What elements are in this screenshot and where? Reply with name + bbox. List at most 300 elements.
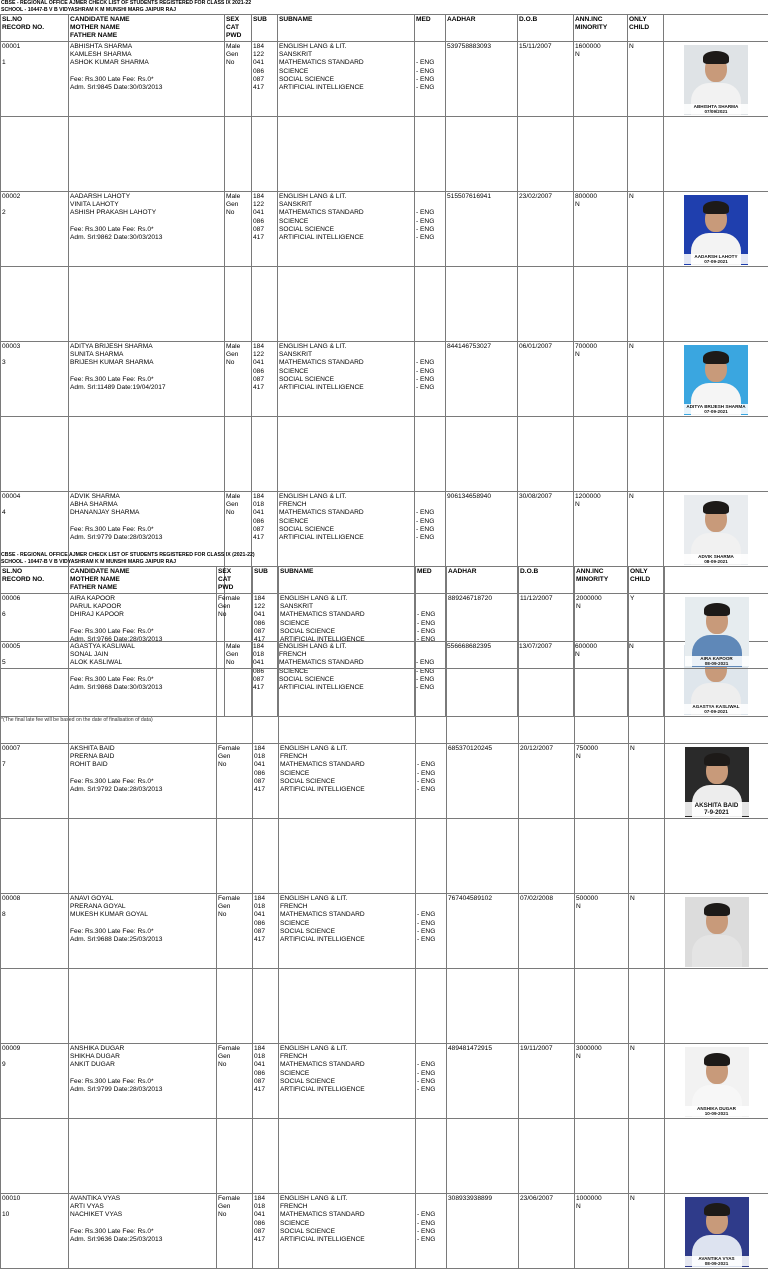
father-name: ASHISH PRAKASH LAHOTY bbox=[70, 209, 223, 217]
col-sex: SEX CAT PWD bbox=[225, 15, 252, 42]
student-table bbox=[0, 566, 768, 1269]
subject-code: 041 bbox=[254, 761, 277, 769]
photo-caption-date: 07-09-2021 bbox=[684, 259, 748, 264]
col-subname: SUBNAME bbox=[279, 567, 416, 594]
subject-name: MATHEMATICS STANDARD bbox=[280, 911, 414, 919]
record-no: 00003 bbox=[2, 343, 67, 351]
subject-code: 122 bbox=[253, 51, 276, 59]
col-name: CANDIDATE NAME MOTHER NAME FATHER NAME bbox=[69, 567, 217, 594]
subject-name: ENGLISH LANG & LIT. bbox=[279, 493, 413, 501]
subject-name: ENGLISH LANG & LIT. bbox=[280, 1195, 414, 1203]
subject-code: 417 bbox=[254, 1086, 277, 1094]
pwd-value: No bbox=[218, 1061, 251, 1069]
student-photo bbox=[684, 45, 748, 115]
med-cell bbox=[416, 744, 447, 819]
subname-cell bbox=[279, 894, 416, 969]
only-child-value: N bbox=[630, 895, 663, 903]
col-photo bbox=[664, 15, 768, 42]
fee-text: Fee: Rs.300 Late Fee: Rs.0* bbox=[70, 1228, 215, 1236]
sex-cell bbox=[217, 594, 253, 669]
subject-name: ARTIFICIAL INTELLIGENCE bbox=[279, 234, 413, 242]
medium-value bbox=[417, 1045, 445, 1053]
table-header bbox=[1, 15, 768, 42]
record-no: 00004 bbox=[2, 493, 67, 501]
only-child-value: N bbox=[629, 643, 662, 651]
annual-income: 3000000 bbox=[576, 1045, 627, 1053]
medium-value: - ENG bbox=[416, 76, 444, 84]
record-cell bbox=[1, 744, 69, 819]
mother-name: ABHA SHARMA bbox=[70, 501, 223, 509]
photo-caption-date: 08-09-2021 bbox=[685, 1261, 749, 1266]
mother-name: VINITA LAHOTY bbox=[70, 201, 223, 209]
subject-name: MATHEMATICS STANDARD bbox=[279, 209, 413, 217]
photo-hair bbox=[704, 1203, 730, 1216]
only-child-cell bbox=[629, 1194, 665, 1269]
pwd-value: No bbox=[226, 209, 250, 217]
student-row bbox=[1, 894, 768, 969]
subject-code: 087 bbox=[253, 226, 276, 234]
medium-value: - ENG bbox=[416, 68, 444, 76]
photo-caption bbox=[684, 254, 748, 264]
medium-value: - ENG bbox=[416, 384, 444, 392]
subject-name: SCIENCE bbox=[280, 620, 414, 628]
category-value: Gen bbox=[218, 1203, 251, 1211]
student-photo bbox=[684, 195, 748, 265]
candidate-name: AKSHITA BAID bbox=[70, 745, 215, 753]
med-cell bbox=[415, 42, 446, 117]
medium-value: - ENG bbox=[417, 628, 445, 636]
subject-code: 184 bbox=[253, 193, 276, 201]
student-photo bbox=[685, 897, 749, 967]
subject-code: 041 bbox=[254, 1211, 277, 1219]
table-header bbox=[1, 567, 768, 594]
serial-no: 6 bbox=[2, 611, 67, 619]
mother-name: SUNITA SHARMA bbox=[70, 351, 223, 359]
col-med: MED bbox=[415, 15, 446, 42]
fee-text: Fee: Rs.300 Late Fee: Rs.0* bbox=[70, 1078, 215, 1086]
medium-value bbox=[417, 1053, 445, 1061]
medium-value bbox=[417, 895, 445, 903]
sex-cell bbox=[217, 894, 253, 969]
subject-name: ENGLISH LANG & LIT. bbox=[280, 745, 414, 753]
sub-cell bbox=[253, 894, 279, 969]
sex-cell bbox=[225, 42, 252, 117]
sex-cell bbox=[225, 342, 252, 417]
subject-name: SANSKRIT bbox=[279, 51, 413, 59]
subject-code: 184 bbox=[254, 595, 277, 603]
fee-text: Fee: Rs.300 Late Fee: Rs.0* bbox=[70, 676, 223, 684]
record-cell bbox=[1, 594, 69, 669]
subject-name: SANSKRIT bbox=[279, 201, 413, 209]
photo-hair bbox=[704, 753, 730, 766]
category-value: Gen bbox=[218, 603, 251, 611]
late-fee-footnote: *(The final late fee will be based on the date of finalisation of data) bbox=[0, 717, 768, 724]
student-row bbox=[1, 42, 768, 117]
subject-code: 122 bbox=[253, 201, 276, 209]
sub-cell bbox=[252, 192, 278, 267]
medium-value bbox=[417, 903, 445, 911]
medium-value: - ENG bbox=[416, 659, 444, 667]
subject-name: SANSKRIT bbox=[280, 603, 414, 611]
sex-value: Female bbox=[218, 745, 251, 753]
dob-cell bbox=[518, 42, 574, 117]
subject-code: 087 bbox=[254, 778, 277, 786]
medium-value: - ENG bbox=[417, 770, 445, 778]
medium-value: - ENG bbox=[416, 368, 444, 376]
medium-value: - ENG bbox=[417, 1070, 445, 1078]
sex-value: Female bbox=[218, 1195, 251, 1203]
photo-caption-date: 08-09-2021 bbox=[685, 661, 749, 666]
sex-value: Male bbox=[226, 343, 250, 351]
only-child-value: N bbox=[630, 745, 663, 753]
subname-cell bbox=[278, 342, 415, 417]
only-child-cell bbox=[629, 744, 665, 819]
candidate-name: ADITYA BRIJESH SHARMA bbox=[70, 343, 223, 351]
photo-caption-name: ABHISHTA SHARMA bbox=[684, 104, 748, 109]
annual-income: 700000 bbox=[575, 343, 626, 351]
dob-value: 11/12/2007 bbox=[520, 595, 573, 603]
subject-code: 041 bbox=[253, 209, 276, 217]
income-cell bbox=[575, 1194, 629, 1269]
aadhar-number: 889246718720 bbox=[448, 595, 517, 603]
photo-caption-name: AVANTIKA VYAS bbox=[685, 1256, 749, 1261]
dob-cell bbox=[519, 594, 575, 669]
medium-value bbox=[417, 1195, 445, 1203]
photo-caption-date: 10-09-2021 bbox=[685, 1111, 749, 1116]
student-row bbox=[1, 744, 768, 819]
income-cell bbox=[575, 1044, 629, 1119]
aadhar-number: 844146753027 bbox=[447, 343, 516, 351]
subject-name: ARTIFICIAL INTELLIGENCE bbox=[280, 786, 414, 794]
subject-name: ARTIFICIAL INTELLIGENCE bbox=[279, 384, 413, 392]
student-row bbox=[1, 1044, 768, 1119]
subject-name: SCIENCE bbox=[280, 770, 414, 778]
dob-cell bbox=[519, 894, 575, 969]
subject-code: 417 bbox=[253, 684, 276, 692]
subject-code: 041 bbox=[253, 509, 276, 517]
aadhar-cell bbox=[446, 42, 518, 117]
fee-text: Fee: Rs.300 Late Fee: Rs.0* bbox=[70, 778, 215, 786]
fee-text: Fee: Rs.300 Late Fee: Rs.0* bbox=[70, 76, 223, 84]
school-line: SCHOOL - 10447-B V B VIDYASHRAM K M MUNSHI MARG JAIPUR RAJ bbox=[0, 7, 768, 14]
medium-value: - ENG bbox=[416, 359, 444, 367]
record-no: 00009 bbox=[2, 1045, 67, 1053]
col-name: CANDIDATE NAME MOTHER NAME FATHER NAME bbox=[69, 15, 225, 42]
aadhar-number: 515507616941 bbox=[447, 193, 516, 201]
aadhar-cell bbox=[447, 1044, 519, 1119]
subject-name: SOCIAL SCIENCE bbox=[279, 676, 413, 684]
record-cell bbox=[1, 192, 69, 267]
minority-value: N bbox=[576, 1053, 627, 1061]
subject-name: ENGLISH LANG & LIT. bbox=[279, 643, 413, 651]
photo-caption bbox=[685, 1256, 749, 1266]
names-cell bbox=[69, 594, 217, 669]
serial-no: 4 bbox=[2, 509, 67, 517]
candidate-name: AVANTIKA VYAS bbox=[70, 1195, 215, 1203]
sex-value: Female bbox=[218, 1045, 251, 1053]
medium-value: - ENG bbox=[417, 1078, 445, 1086]
subject-code: 184 bbox=[253, 643, 276, 651]
sex-cell bbox=[217, 1194, 253, 1269]
pwd-value: No bbox=[226, 59, 250, 67]
medium-value: - ENG bbox=[416, 518, 444, 526]
dob-value: 15/11/2007 bbox=[519, 43, 572, 51]
pwd-value: No bbox=[226, 659, 250, 667]
subject-code: 041 bbox=[253, 359, 276, 367]
aadhar-cell bbox=[446, 192, 518, 267]
photo-hair bbox=[703, 51, 729, 64]
subject-name: ARTIFICIAL INTELLIGENCE bbox=[280, 636, 414, 644]
medium-value: - ENG bbox=[417, 1211, 445, 1219]
subject-name: SCIENCE bbox=[279, 368, 413, 376]
medium-value bbox=[417, 745, 445, 753]
row-spacer bbox=[1, 417, 768, 492]
subject-code: 184 bbox=[254, 895, 277, 903]
subject-name: MATHEMATICS STANDARD bbox=[280, 761, 414, 769]
dob-cell bbox=[519, 1044, 575, 1119]
subject-code: 087 bbox=[254, 1228, 277, 1236]
subject-name: ENGLISH LANG & LIT. bbox=[280, 595, 414, 603]
subject-name: MATHEMATICS STANDARD bbox=[280, 1211, 414, 1219]
subject-code: 087 bbox=[254, 628, 277, 636]
medium-value: - ENG bbox=[416, 84, 444, 92]
only-child-cell bbox=[628, 42, 664, 117]
only-child-value: N bbox=[630, 1045, 663, 1053]
col-med: MED bbox=[416, 567, 447, 594]
candidate-name: ANAVI GOYAL bbox=[70, 895, 215, 903]
subject-name: FRENCH bbox=[280, 1053, 414, 1061]
subject-code: 086 bbox=[253, 218, 276, 226]
serial-no: 8 bbox=[2, 911, 67, 919]
photo-hair bbox=[703, 351, 729, 364]
serial-no: 9 bbox=[2, 1061, 67, 1069]
fee-text: Fee: Rs.300 Late Fee: Rs.0* bbox=[70, 928, 215, 936]
photo-hair bbox=[703, 501, 729, 514]
category-value: Gen bbox=[218, 753, 251, 761]
admission-text: Adm. Srl:11489 Date:19/04/2017 bbox=[70, 384, 223, 392]
only-child-value: N bbox=[629, 493, 662, 501]
subject-code: 086 bbox=[253, 518, 276, 526]
med-cell bbox=[416, 894, 447, 969]
sex-value: Female bbox=[218, 595, 251, 603]
medium-value: - ENG bbox=[417, 1061, 445, 1069]
sex-cell bbox=[217, 1044, 253, 1119]
record-cell bbox=[1, 894, 69, 969]
admission-text: Adm. Srl:9868 Date:30/03/2013 bbox=[70, 684, 223, 692]
subject-name: ARTIFICIAL INTELLIGENCE bbox=[280, 1086, 414, 1094]
subject-name: SCIENCE bbox=[279, 218, 413, 226]
medium-value: - ENG bbox=[416, 668, 444, 676]
candidate-name: AADARSH LAHOTY bbox=[70, 193, 223, 201]
names-cell bbox=[69, 342, 225, 417]
col-only: ONLY CHILD bbox=[628, 15, 664, 42]
aadhar-number: 767404589102 bbox=[448, 895, 517, 903]
only-child-value: Y bbox=[630, 595, 663, 603]
record-no: 00002 bbox=[2, 193, 67, 201]
annual-income: 1000000 bbox=[576, 1195, 627, 1203]
sub-cell bbox=[252, 42, 278, 117]
subject-name: FRENCH bbox=[279, 651, 413, 659]
subject-name: ENGLISH LANG & LIT. bbox=[279, 43, 413, 51]
subject-name: ARTIFICIAL INTELLIGENCE bbox=[280, 936, 414, 944]
col-ann: ANN.INC MINORITY bbox=[575, 567, 629, 594]
subject-name: FRENCH bbox=[280, 903, 414, 911]
subject-name: MATHEMATICS STANDARD bbox=[279, 509, 413, 517]
subject-code: 184 bbox=[254, 1195, 277, 1203]
subject-code: 417 bbox=[254, 1236, 277, 1244]
medium-value bbox=[417, 595, 445, 603]
row-spacer bbox=[1, 669, 768, 744]
photo-caption-name: AGASTYA KASLIWAL bbox=[684, 704, 748, 709]
photo-caption-date: 08-09-2021 bbox=[684, 559, 748, 564]
subject-code: 086 bbox=[254, 770, 277, 778]
aadhar-number: 539758883093 bbox=[447, 43, 516, 51]
annual-income: 1200000 bbox=[575, 493, 626, 501]
subname-cell bbox=[278, 42, 415, 117]
only-child-cell bbox=[628, 192, 664, 267]
only-child-cell bbox=[629, 594, 665, 669]
subject-name: SCIENCE bbox=[280, 920, 414, 928]
aadhar-cell bbox=[447, 744, 519, 819]
admission-text: Adm. Srl:9766 Date:28/03/2013 bbox=[70, 636, 215, 644]
col-subname: SUBNAME bbox=[278, 15, 415, 42]
subject-code: 086 bbox=[254, 1070, 277, 1078]
subject-code: 417 bbox=[253, 384, 276, 392]
subject-code: 018 bbox=[254, 903, 277, 911]
category-value: Gen bbox=[226, 651, 250, 659]
category-value: Gen bbox=[226, 51, 250, 59]
medium-value: - ENG bbox=[417, 911, 445, 919]
mother-name: KAMLESH SHARMA bbox=[70, 51, 223, 59]
father-name: ROHIT BAID bbox=[70, 761, 215, 769]
serial-no: 2 bbox=[2, 209, 67, 217]
record-cell bbox=[1, 1044, 69, 1119]
subject-code: 087 bbox=[253, 526, 276, 534]
checklist-section-2 bbox=[0, 552, 768, 1269]
only-child-cell bbox=[629, 1044, 665, 1119]
mother-name: PARUL KAPOOR bbox=[70, 603, 215, 611]
subject-code: 122 bbox=[254, 603, 277, 611]
annual-income: 600000 bbox=[575, 643, 626, 651]
subject-name: FRENCH bbox=[280, 753, 414, 761]
subname-cell bbox=[279, 1194, 416, 1269]
names-cell bbox=[69, 1044, 217, 1119]
col-dob: D.O.B bbox=[519, 567, 575, 594]
subject-code: 041 bbox=[253, 59, 276, 67]
serial-no: 7 bbox=[2, 761, 67, 769]
medium-value: - ENG bbox=[417, 761, 445, 769]
income-cell bbox=[574, 342, 628, 417]
medium-value: - ENG bbox=[416, 534, 444, 542]
pwd-value: No bbox=[218, 761, 251, 769]
record-no: 00005 bbox=[2, 643, 67, 651]
father-name: ANKIT DUGAR bbox=[70, 1061, 215, 1069]
medium-value bbox=[416, 201, 444, 209]
subject-name: ARTIFICIAL INTELLIGENCE bbox=[279, 684, 413, 692]
subject-name: MATHEMATICS STANDARD bbox=[279, 659, 413, 667]
subject-code: 041 bbox=[253, 659, 276, 667]
aadhar-cell bbox=[447, 594, 519, 669]
med-cell bbox=[415, 192, 446, 267]
photo-hair bbox=[704, 603, 730, 616]
medium-value: - ENG bbox=[416, 59, 444, 67]
subject-name: FRENCH bbox=[279, 501, 413, 509]
annual-income: 500000 bbox=[576, 895, 627, 903]
dob-value: 19/11/2007 bbox=[520, 1045, 573, 1053]
medium-value: - ENG bbox=[417, 636, 445, 644]
subject-code: 086 bbox=[253, 368, 276, 376]
fee-text: Fee: Rs.300 Late Fee: Rs.0* bbox=[70, 226, 223, 234]
subject-name: MATHEMATICS STANDARD bbox=[279, 359, 413, 367]
mother-name: ARTI VYAS bbox=[70, 1203, 215, 1211]
dob-value: 20/12/2007 bbox=[520, 745, 573, 753]
minority-value: N bbox=[575, 201, 626, 209]
medium-value: - ENG bbox=[416, 676, 444, 684]
dob-value: 23/02/2007 bbox=[519, 193, 572, 201]
subject-code: 184 bbox=[253, 43, 276, 51]
admission-text: Adm. Srl:9688 Date:25/03/2013 bbox=[70, 936, 215, 944]
photo-shirt bbox=[692, 935, 742, 967]
dob-value: 06/01/2007 bbox=[519, 343, 572, 351]
mother-name: PRERNA BAID bbox=[70, 753, 215, 761]
medium-value: - ENG bbox=[416, 234, 444, 242]
income-cell bbox=[575, 894, 629, 969]
father-name: NACHIKET VYAS bbox=[70, 1211, 215, 1219]
photo-caption-date: 7-9-2021 bbox=[685, 809, 749, 816]
medium-value bbox=[416, 351, 444, 359]
medium-value: - ENG bbox=[417, 1236, 445, 1244]
photo-caption-name: AKSHITA BAID bbox=[685, 802, 749, 809]
aadhar-cell bbox=[446, 342, 518, 417]
col-sex: SEX CAT PWD bbox=[217, 567, 253, 594]
student-row bbox=[1, 342, 768, 417]
minority-value: N bbox=[575, 651, 626, 659]
subject-code: 086 bbox=[253, 68, 276, 76]
col-only: ONLY CHILD bbox=[629, 567, 665, 594]
photo-caption bbox=[685, 656, 749, 666]
sex-value: Male bbox=[226, 43, 250, 51]
father-name: ASHOK KUMAR SHARMA bbox=[70, 59, 223, 67]
sex-cell bbox=[217, 744, 253, 819]
medium-value bbox=[416, 501, 444, 509]
student-photo bbox=[685, 597, 749, 667]
serial-no: 3 bbox=[2, 359, 67, 367]
medium-value: - ENG bbox=[416, 684, 444, 692]
subject-code: 184 bbox=[254, 745, 277, 753]
photo-caption bbox=[684, 104, 748, 114]
subject-name: MATHEMATICS STANDARD bbox=[280, 611, 414, 619]
admission-text: Adm. Srl:9636 Date:25/03/2013 bbox=[70, 1236, 215, 1244]
subject-name: ENGLISH LANG & LIT. bbox=[280, 895, 414, 903]
record-no: 00007 bbox=[2, 745, 67, 753]
category-value: Gen bbox=[218, 1053, 251, 1061]
only-child-value: N bbox=[629, 43, 662, 51]
minority-value: N bbox=[576, 753, 627, 761]
subject-code: 417 bbox=[253, 534, 276, 542]
medium-value: - ENG bbox=[417, 778, 445, 786]
row-spacer bbox=[1, 969, 768, 1044]
photo-caption bbox=[685, 802, 749, 816]
sex-value: Male bbox=[226, 643, 250, 651]
subject-name: SOCIAL SCIENCE bbox=[279, 526, 413, 534]
medium-value bbox=[416, 493, 444, 501]
serial-no: 5 bbox=[2, 659, 67, 667]
dob-value: 07/02/2008 bbox=[520, 895, 573, 903]
photo-caption-date: 07/09/2021 bbox=[684, 109, 748, 114]
subject-code: 417 bbox=[254, 936, 277, 944]
subject-code: 018 bbox=[254, 753, 277, 761]
category-value: Gen bbox=[226, 201, 250, 209]
